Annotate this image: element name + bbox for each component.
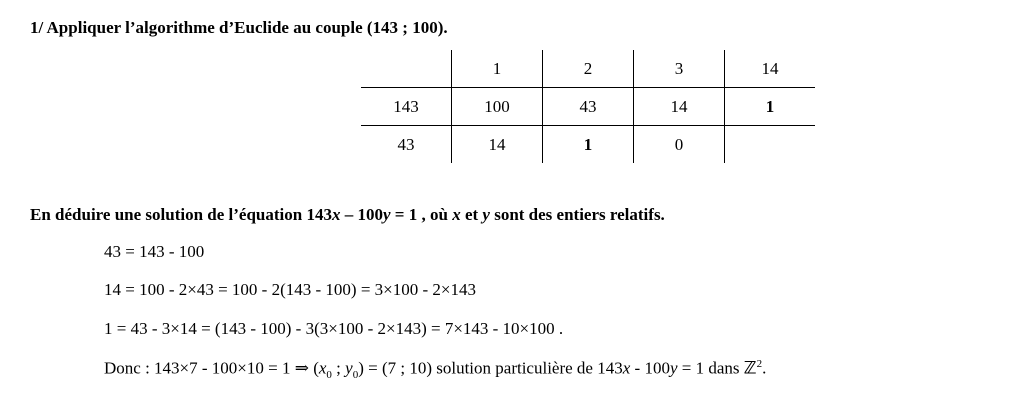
conclusion-text: . <box>762 358 767 378</box>
conclusion-text: - 100 <box>630 358 670 378</box>
table-cell <box>361 50 452 88</box>
table-row-quotients <box>361 50 815 88</box>
table-cell: 43 <box>543 88 634 126</box>
question-2-heading <box>30 205 665 225</box>
var-x: x <box>622 358 631 378</box>
work-line-2: 14 = 100 - 2×43 = 100 - 2(143 - 100) = 3×100 - 2×143 <box>104 280 476 299</box>
table-cell-last-nonzero: 1 <box>543 126 634 164</box>
table-cell: 143 <box>361 88 452 126</box>
q2-text: = 1 , où <box>390 205 453 224</box>
var-x: x <box>452 205 461 224</box>
var-y: y <box>482 205 490 224</box>
q2-text: et <box>460 205 483 224</box>
conclusion-text: Donc : 143×7 - 100×10 = 1 ⇒ ( <box>104 358 319 378</box>
var-x: x <box>318 358 327 378</box>
subscript: 0 <box>326 369 332 382</box>
q2-text: – 100 <box>340 205 383 224</box>
conclusion-text: ; <box>331 358 346 378</box>
table-cell: 14 <box>634 88 725 126</box>
var-y: y <box>669 358 678 378</box>
var-y: y <box>382 205 391 224</box>
conclusion-text: = 1 dans <box>677 358 744 378</box>
euclid-table <box>361 50 815 163</box>
var-y: y <box>345 358 353 378</box>
q2-text: En déduire une solution de l’équation 143 <box>30 205 332 224</box>
table-cell: 100 <box>452 88 543 126</box>
var-x: x <box>331 205 341 224</box>
table-cell: 0 <box>634 126 725 164</box>
table-cell: 43 <box>397 134 415 154</box>
work-line-1: 43 = 143 - 100 <box>104 242 205 261</box>
work-line-conclusion <box>104 358 766 381</box>
table-cell-gcd: 1 <box>725 88 816 126</box>
table-row-dividends <box>361 88 815 126</box>
table-row-remainders <box>361 126 815 164</box>
table-cell: 2 <box>543 50 634 88</box>
q2-text: sont des entiers relatifs. <box>489 205 665 224</box>
table-cell: 14 <box>452 126 543 164</box>
work-line-3: 1 = 43 - 3×14 = (143 - 100) - 3(3×100 - 2×143) = 7×143 - 10×100 . <box>104 319 564 338</box>
subscript: 0 <box>352 369 359 382</box>
table-cell <box>725 126 816 164</box>
table-cell: 3 <box>634 50 725 88</box>
question-1-heading: 1/ Appliquer l’algorithme d’Euclide au couple (143 ; 100). <box>30 18 448 37</box>
superscript: 2 <box>756 358 763 370</box>
table-cell: 14 <box>725 50 816 88</box>
integers-symbol: ℤ <box>743 358 757 379</box>
conclusion-text: ) = (7 ; 10) solution particulière de 143 <box>358 358 623 378</box>
table-cell: 1 <box>452 50 543 88</box>
